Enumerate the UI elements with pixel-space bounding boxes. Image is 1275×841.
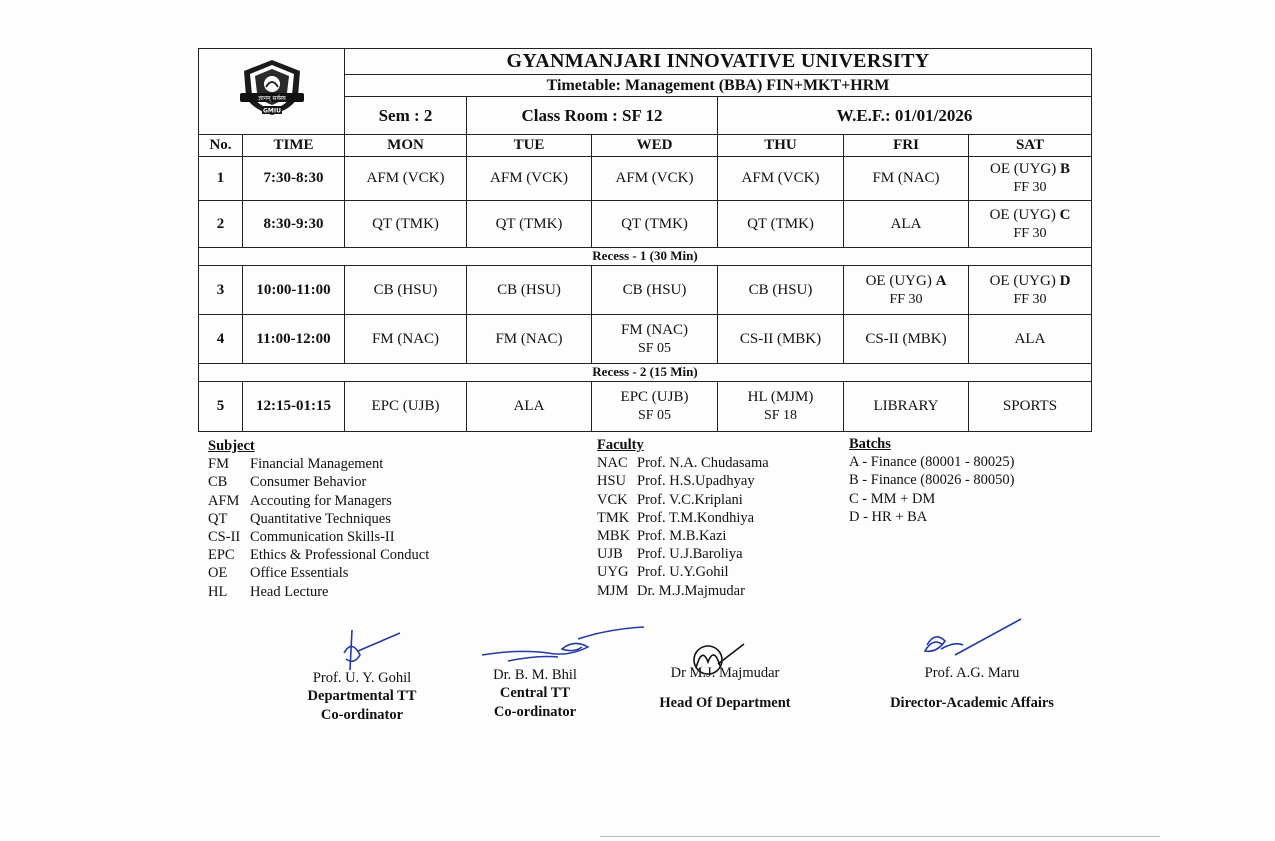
faculty-heading: Faculty (597, 437, 644, 453)
batch-item: B - Finance (80026 - 80050) (849, 472, 1015, 489)
faculty-legend (597, 436, 769, 600)
subject-text: SPORTS (1002, 398, 1058, 415)
room-text: FF 30 (1013, 225, 1047, 241)
subject-item: HL Head Lecture (208, 583, 329, 600)
recess-label: Recess - 1 (30 Min) (199, 248, 1092, 266)
room-text: FF 30 (889, 291, 923, 307)
timetable-title: Timetable: Management (BBA) FIN+MKT+HRM (345, 75, 1092, 97)
subject-text: CS-II (MBK) (865, 330, 947, 347)
col-header: MON (345, 135, 467, 157)
subject-text: CS-II (MBK) (739, 330, 822, 347)
subject-text: QT (TMK) (747, 215, 814, 232)
subject-text: FM (NAC) (371, 330, 440, 347)
subject-text: CB (HSU) (373, 281, 438, 298)
batch-item: A - Finance (80001 - 80025) (849, 454, 1015, 471)
subject-text: QT (TMK) (621, 215, 688, 232)
subject-text: OE (UYG) (990, 161, 1060, 178)
class-cell (969, 382, 1092, 432)
period-no: 2 (199, 201, 243, 248)
class-cell (718, 201, 844, 248)
room-text: SF 18 (763, 408, 798, 424)
recess-label: Recess - 2 (15 Min) (199, 364, 1092, 382)
col-header: THU (718, 135, 844, 157)
class-cell (969, 157, 1092, 201)
signatory-role: Co-ordinator (320, 707, 404, 723)
subject-text: QT (TMK) (495, 215, 563, 232)
period-time: 10:00-11:00 (243, 266, 345, 315)
svg-text:GMIU: GMIU (262, 107, 281, 114)
subject-item: EPC Ethics & Professional Conduct (208, 547, 430, 564)
batch-item: D - HR + BA (849, 508, 928, 525)
timetable (198, 48, 1092, 432)
subject-text: HL (MJM) (747, 389, 814, 406)
class-cell (467, 201, 592, 248)
class-cell (345, 157, 467, 201)
period-row (199, 157, 1092, 201)
signatory-name: Dr. B. M. Bhil (493, 667, 577, 683)
subject-text: AFM (VCK) (741, 170, 820, 187)
period-row (199, 382, 1092, 432)
recess-row (199, 364, 1092, 382)
subject-item: QT Quantitative Techniques (208, 510, 391, 527)
col-header: FRI (844, 135, 969, 157)
batch-letter: D (1059, 272, 1071, 289)
university-logo-cell (199, 49, 345, 135)
subject-text: CB (HSU) (748, 281, 813, 298)
class-cell (718, 382, 844, 432)
semester: Sem : 2 (345, 97, 467, 135)
class-cell (345, 315, 467, 364)
batch-letter: C (1059, 206, 1071, 223)
period-row (199, 201, 1092, 248)
class-cell (969, 266, 1092, 315)
class-cell (467, 266, 592, 315)
subject-text: ALA (890, 215, 922, 232)
subject-item: FM Financial Management (208, 456, 384, 473)
subject-text: AFM (VCK) (615, 170, 694, 187)
class-cell (345, 201, 467, 248)
room-text: FF 30 (1013, 291, 1047, 307)
signatory-name: Prof. A.G. Maru (924, 665, 1020, 681)
class-cell (467, 157, 592, 201)
svg-text:ज्ञानम् सर्वस्य: ज्ञानम् सर्वस्य (257, 94, 286, 102)
subject-item: AFM Accouting for Managers (208, 492, 392, 509)
university-name: GYANMANJARI INNOVATIVE UNIVERSITY (345, 49, 1092, 75)
class-cell (844, 201, 969, 248)
subject-legend (208, 437, 429, 601)
subject-item: OE Office Essentials (208, 565, 349, 582)
university-logo (232, 57, 312, 121)
period-no: 4 (199, 315, 243, 364)
period-row (199, 266, 1092, 315)
batchs-heading: Batchs (849, 436, 891, 452)
class-cell (844, 157, 969, 201)
subject-text: EPC (UJB) (371, 398, 440, 415)
batch-letter: B (1059, 161, 1070, 178)
faculty-item: NAC Prof. N.A. Chudasama (597, 455, 769, 472)
class-cell (844, 382, 969, 432)
signatory-role: Co-ordinator (493, 704, 577, 720)
class-cell (969, 201, 1092, 248)
room-text: SF 05 (637, 408, 672, 424)
class-cell (718, 315, 844, 364)
signatory-role: Director-Academic Affairs (890, 695, 1054, 711)
subject-text: ALA (1014, 330, 1046, 347)
subject-text: FM (NAC) (872, 170, 940, 187)
subject-heading: Subject (208, 438, 255, 454)
signatory-role: Central TT (499, 685, 571, 701)
period-row (199, 315, 1092, 364)
class-cell (345, 266, 467, 315)
class-cell (718, 157, 844, 201)
subject-text: ALA (513, 398, 545, 415)
signatory-name: Dr M.J. Majmudar (670, 665, 780, 681)
col-header: TUE (467, 135, 592, 157)
class-cell (844, 266, 969, 315)
faculty-item: TMK Prof. T.M.Kondhiya (597, 509, 755, 526)
col-header: No. (199, 135, 243, 157)
col-header: WED (592, 135, 718, 157)
faculty-item: HSU Prof. H.S.Upadhyay (597, 473, 755, 490)
faculty-item: MJM Dr. M.J.Majmudar (597, 582, 745, 599)
batch-item: C - MM + DM (849, 490, 936, 507)
subject-text: LIBRARY (873, 398, 939, 415)
class-cell (844, 315, 969, 364)
faculty-item: VCK Prof. V.C.Kriplani (597, 491, 743, 508)
class-cell (592, 315, 718, 364)
class-cell (467, 315, 592, 364)
subject-text: QT (TMK) (372, 215, 439, 232)
wef-date: W.E.F.: 01/01/2026 (718, 97, 1092, 135)
period-time: 12:15-01:15 (243, 382, 345, 432)
col-header: TIME (243, 135, 345, 157)
period-time: 8:30-9:30 (243, 201, 345, 248)
period-time: 7:30-8:30 (243, 157, 345, 201)
subject-text: EPC (UJB) (620, 389, 689, 406)
period-no: 3 (199, 266, 243, 315)
subject-item: CS-II Communication Skills-II (208, 529, 395, 546)
column-header-row (199, 135, 1092, 157)
period-no: 5 (199, 382, 243, 432)
signature-block (645, 665, 805, 713)
period-no: 1 (199, 157, 243, 201)
subject-text: FM (NAC) (495, 330, 563, 347)
signature-block (470, 667, 600, 722)
signature-block (872, 665, 1072, 713)
faculty-item: UYG Prof. U.Y.Gohil (597, 564, 729, 581)
signature-scribble (478, 625, 648, 670)
col-header: SAT (969, 135, 1092, 157)
faculty-item: MBK Prof. M.B.Kazi (597, 528, 727, 545)
class-cell (592, 382, 718, 432)
class-cell (718, 266, 844, 315)
class-cell (345, 382, 467, 432)
signatory-name: Prof. U. Y. Gohil (312, 670, 412, 686)
batchs-legend (849, 435, 1015, 526)
signature-block (292, 670, 432, 725)
recess-row (199, 248, 1092, 266)
subject-text: OE (UYG) (989, 272, 1060, 289)
subject-text: OE (UYG) (865, 272, 936, 289)
subject-item: CB Consumer Behavior (208, 474, 367, 491)
faculty-item: UJB Prof. U.J.Baroliya (597, 546, 743, 563)
class-room: Class Room : SF 12 (467, 97, 718, 135)
page-edge-line (600, 836, 1160, 837)
signatory-role: Head Of Department (659, 695, 791, 711)
class-cell (592, 201, 718, 248)
subject-text: CB (HSU) (497, 281, 561, 298)
room-text: SF 05 (637, 340, 672, 356)
class-cell (592, 266, 718, 315)
batch-letter: A (935, 272, 947, 289)
subject-text: AFM (VCK) (366, 170, 445, 187)
period-time: 11:00-12:00 (243, 315, 345, 364)
subject-text: OE (UYG) (989, 206, 1060, 223)
signatory-role: Departmental TT (307, 688, 417, 704)
room-text: FF 30 (1013, 180, 1047, 196)
class-cell (969, 315, 1092, 364)
class-cell (592, 157, 718, 201)
subject-text: FM (NAC) (620, 321, 689, 338)
subject-text: AFM (VCK) (490, 170, 568, 187)
class-cell (467, 382, 592, 432)
subject-text: CB (HSU) (622, 281, 687, 298)
signature-scribble (915, 615, 1025, 665)
